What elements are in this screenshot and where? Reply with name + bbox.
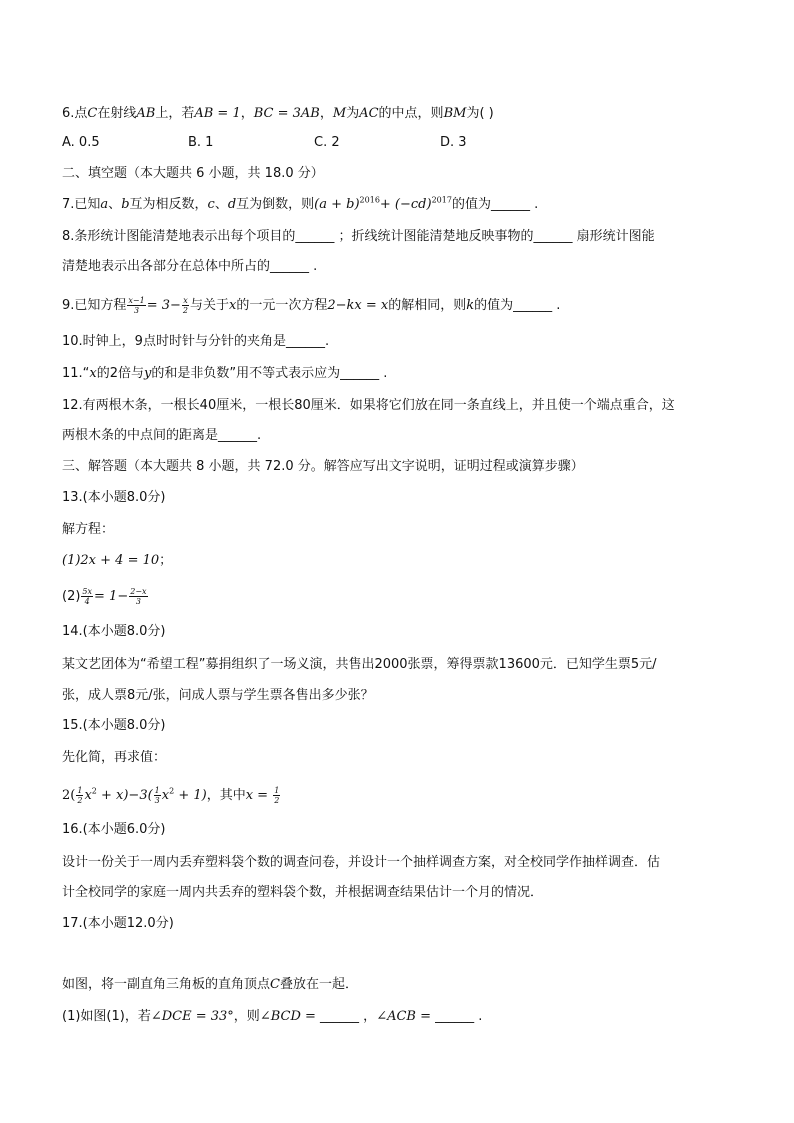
q17-math: C [270, 977, 280, 992]
q7-text: 互为倒数，则 [236, 197, 315, 212]
q7-text: 、 [214, 197, 228, 212]
denominator: 2 [77, 796, 83, 805]
q7-math: a [100, 197, 109, 212]
expr: 2( [62, 788, 76, 803]
question-14-line-1: 某文艺团体为“希望工程”募捐组织了一场义演，共售出2000张票，筹得票款13600元．已知学生票5元/ [62, 657, 657, 672]
denominator: 3 [154, 796, 160, 805]
q9-text: 的值为______ . [474, 298, 561, 313]
q17-text: ， [363, 1009, 377, 1024]
question-10: 10.时钟上，9点时时针与分针的夹角是______. [62, 334, 330, 349]
q7-math: b [121, 197, 130, 212]
expr: x = [245, 788, 273, 803]
question-14-header: 14.(本小题8.0分) [62, 624, 166, 639]
q17-text: ，则 [233, 1009, 260, 1024]
q7-math: d [227, 197, 237, 212]
q6-text: 上，若 [155, 106, 195, 121]
q6-math: M [332, 106, 347, 121]
q7-exponent: 2016 [359, 195, 380, 205]
q6-math: BM [443, 106, 467, 121]
q11-text: 11.“ [62, 366, 90, 381]
q6-text: 的中点，则 [378, 106, 444, 121]
question-13-intro: 解方程： [62, 522, 115, 537]
answer-blank[interactable]: ______ . [490, 197, 539, 212]
question-6-options [62, 135, 467, 151]
q9-text: 的解相同，则 [388, 298, 467, 313]
question-13-part-2 [62, 587, 149, 606]
question-12-line-2: 两根木条的中点间的距离是______. [62, 428, 262, 443]
q9-math: 2−kx = x [327, 298, 389, 313]
question-13-part-1 [62, 553, 172, 569]
numerator: x−1 [128, 296, 145, 305]
answer-blank[interactable]: ______ [435, 1009, 479, 1024]
q6-math: BC = 3AB [253, 106, 320, 121]
q11-text: 的2倍与 [96, 366, 145, 381]
question-13-header: 13.(本小题8.0分) [62, 490, 166, 505]
fraction [129, 587, 147, 606]
q7-text: 的值为 [451, 197, 491, 212]
question-7 [62, 197, 538, 213]
q9-math: x [229, 298, 237, 313]
q6-math: AB [136, 106, 156, 121]
q17-text: 叠放在一起． [279, 977, 358, 992]
expr: + 1) [174, 788, 207, 803]
expr-text: ，其中 [206, 788, 246, 803]
question-15-expression [62, 786, 281, 805]
question-14-line-2: 张，成人票8元/张，问成人票与学生票各售出多少张？ [62, 688, 374, 703]
q9-math: = 3− [146, 298, 181, 313]
denominator: 3 [134, 306, 140, 315]
question-17-intro [62, 977, 358, 993]
numerator: x [183, 296, 188, 305]
q7-math: c [207, 197, 215, 212]
question-12-line-1: 12.有两根木条，一根长40厘米，一根长80厘米．如果将它们放在同一条直线上，并且使一个端点重合，这 [62, 398, 675, 413]
option-a: A. 0.5 [62, 135, 100, 150]
q17-math: ∠DCE = 33° [150, 1009, 234, 1024]
q9-math: k [466, 298, 475, 313]
option-b: B. 1 [188, 135, 214, 150]
q7-exponent: 2017 [431, 195, 452, 205]
equation: = 1− [94, 589, 129, 604]
q9-text: 的一元一次方程 [236, 298, 328, 313]
exponent: 2 [91, 786, 97, 796]
q17-math: ∠ACB = [376, 1009, 436, 1024]
fraction [76, 786, 83, 805]
question-9 [62, 296, 560, 315]
numerator: 1 [154, 786, 160, 795]
question-16-line-2: 计全校同学的家庭一周内共丢弃的塑料袋个数，并根据调查结果估计一个月的情况． [62, 885, 544, 900]
question-17-header: 17.(本小题12.0分) [62, 916, 174, 931]
question-16-header: 16.(本小题6.0分) [62, 822, 166, 837]
fraction [182, 296, 189, 315]
q6-text: ， [319, 106, 333, 121]
option-d: D. 3 [440, 135, 467, 150]
question-17-part-1 [62, 1009, 482, 1025]
fraction [127, 296, 145, 315]
numerator: 5x [82, 587, 93, 596]
numerator: 2−x [130, 587, 147, 596]
q7-text: 互为相反数， [129, 197, 208, 212]
exponent: 2 [169, 786, 175, 796]
numerator: 1 [274, 786, 280, 795]
q17-text: (1)如图(1)，若 [62, 1009, 151, 1024]
q11-math: y [144, 366, 152, 381]
q6-text: 在射线 [97, 106, 137, 121]
part-label: (2) [62, 589, 81, 604]
section-3-heading: 三、解答题（本大题共 8 小题，共 72.0 分。解答应写出文字说明，证明过程或演算步骤） [62, 459, 584, 474]
numerator: 1 [77, 786, 83, 795]
q6-math: AB = 1 [194, 106, 241, 121]
q17-text: . [478, 1009, 483, 1024]
fraction [273, 786, 280, 805]
question-8-line-1: 8.条形统计图能清楚地表示出每个项目的______ ；折线统计图能清楚地反映事物的______ 扇形统计图能 [62, 229, 655, 244]
q7-text: 7.已知 [62, 197, 101, 212]
denominator: 4 [84, 597, 90, 606]
q9-text: 9.已知方程 [62, 298, 127, 313]
expr: + x)−3( [96, 788, 153, 803]
q6-text: ， [240, 106, 254, 121]
expr: x [161, 788, 170, 803]
q7-text: 、 [108, 197, 122, 212]
answer-blank[interactable]: ______ [320, 1009, 364, 1024]
q11-text: 的和是非负数”用不等式表示应为______ . [151, 366, 388, 381]
q7-math: (a + b) [314, 197, 360, 212]
q9-text: 与关于 [190, 298, 230, 313]
question-6-stem [62, 106, 494, 122]
q17-text: 如图，将一副直角三角板的直角顶点 [62, 977, 271, 992]
q6-text: 6.点 [62, 106, 88, 121]
q6-math: C [87, 106, 98, 121]
equation: (1)2x + 4 = 10 [62, 553, 160, 568]
question-8-line-2: 清楚地表示出各部分在总体中所占的______ . [62, 259, 318, 274]
denominator: 2 [274, 796, 280, 805]
option-c: C. 2 [314, 135, 340, 150]
question-15-intro: 先化简，再求值： [62, 750, 167, 765]
question-16-line-1: 设计一份关于一周内丢弃塑料袋个数的调查问卷，并设计一个抽样调查方案，对全校同学作抽样调查．估 [62, 855, 661, 870]
denominator: 2 [182, 306, 189, 315]
q6-math: AC [359, 106, 379, 121]
fraction [81, 587, 93, 606]
q17-math: ∠BCD = [259, 1009, 321, 1024]
question-15-header: 15.(本小题8.0分) [62, 718, 166, 733]
q11-math: x [89, 366, 97, 381]
q6-text: 为( ) [466, 106, 494, 121]
section-2-heading: 二、填空题（本大题共 6 小题，共 18.0 分） [62, 166, 324, 181]
q7-math: + (−cd) [379, 197, 432, 212]
q6-text: 为 [346, 106, 360, 121]
punctuation: ； [159, 553, 173, 568]
question-11 [62, 366, 387, 382]
fraction [154, 786, 161, 805]
denominator: 3 [135, 597, 141, 606]
expr: x [84, 788, 92, 803]
